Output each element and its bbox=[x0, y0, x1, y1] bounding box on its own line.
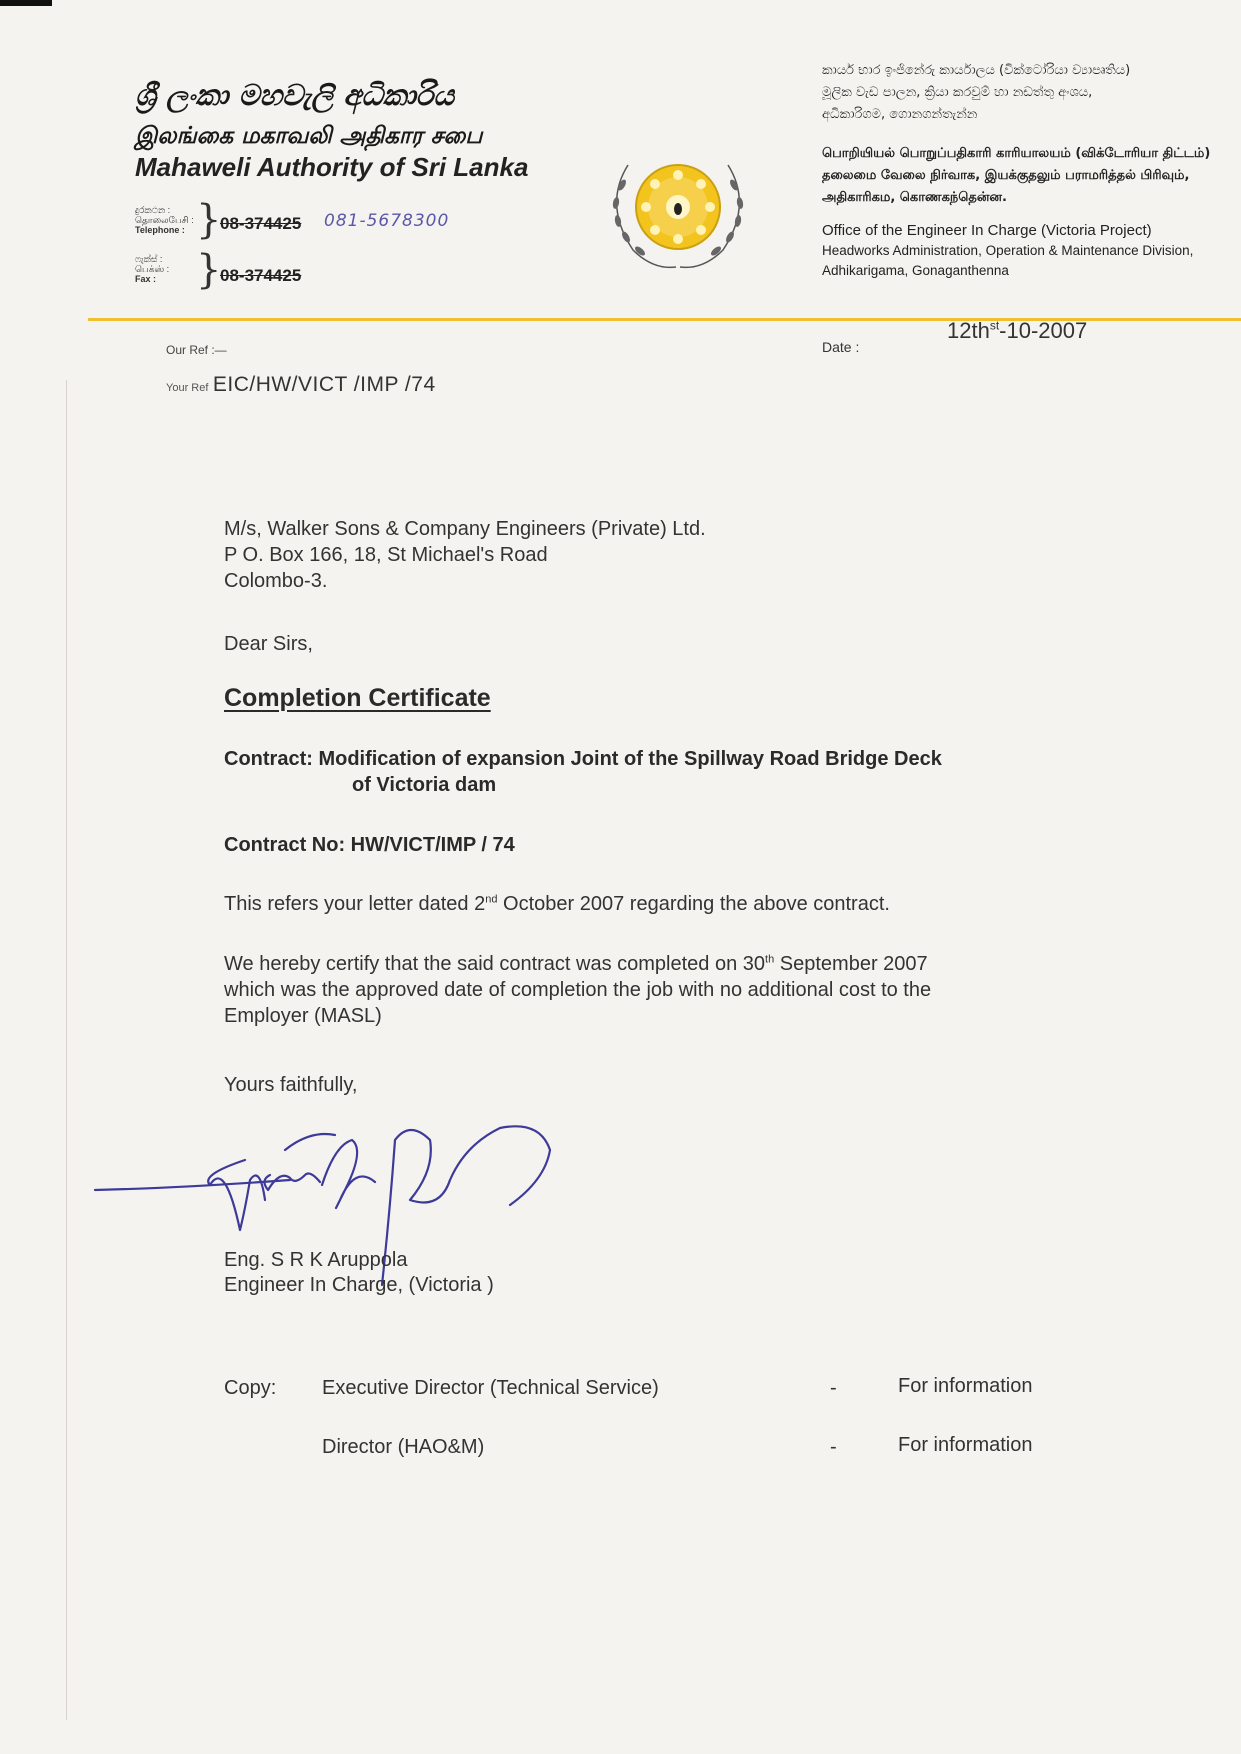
corner-mark bbox=[0, 0, 52, 6]
fax-brace: } bbox=[196, 247, 222, 293]
closing: Yours faithfully, bbox=[224, 1074, 358, 1096]
copy-label: Copy: bbox=[224, 1377, 277, 1399]
ref-value: EIC/HW/VICT /IMP /74 bbox=[212, 373, 436, 396]
paragraph-certification: We hereby certify that the said contract was completed on 30th September 2007 which was the approved date of completion the job with no additional cost to the Employer (MASL) bbox=[224, 953, 932, 1027]
recipient-address: M/s, Walker Sons & Company Engineers (Private) Ltd. P O. Box 166, 18, St Michael's Road Colombo-3. bbox=[224, 518, 706, 592]
org-name-sinhala: ශ්‍රී ලංකා මහවැලි අධිකාරිය bbox=[135, 78, 455, 112]
your-ref-label: Your Ref bbox=[166, 382, 209, 394]
date-value: $12th^{st}-10-2007$ bbox=[947, 318, 1088, 343]
org-name-english: Mahaweli Authority of Sri Lanka bbox=[135, 152, 529, 182]
signatory-name: Eng. S R K Aruppola bbox=[224, 1249, 408, 1271]
telephone-number: 08-374425 bbox=[220, 214, 302, 233]
telephone-brace: } bbox=[196, 197, 222, 243]
page-edge-line bbox=[66, 380, 67, 1720]
org-name-tamil: இலங்கை மகாவலி அதிகார சபை bbox=[135, 123, 483, 149]
your-ref bbox=[166, 373, 436, 397]
office-address-english: Office of the Engineer In Charge (Victoria Project) Headworks Administration, Operation & Maintenance Division, Adhikarigama, Gonaganthenna bbox=[822, 222, 1194, 278]
contract-title-line1: Contract: Modification of expansion Joint of the Spillway Road Bridge Deck bbox=[224, 748, 942, 770]
contract-title-line2: of Victoria dam bbox=[352, 774, 497, 796]
date-label: Date : bbox=[822, 339, 860, 355]
mahaweli-emblem-logo bbox=[598, 145, 758, 280]
telephone-handwritten: 081-5678300 bbox=[324, 211, 450, 231]
paragraph-reference: This refers your letter dated 2nd October 2007 regarding the above contract. bbox=[224, 893, 890, 915]
copy-recipient: Director (HAO&M) bbox=[322, 1436, 485, 1458]
office-address-sinhala: කාර්ය භාර ඉංජිනේරු කාර්යාලය (වික්ටෝරියා ව්‍යාපෘතිය) මූලික වැඩ පාලන, ක්‍රියා කරවුම් හා නඩත්තු අංශය, අධිකාරිගම, ගොනගන්තැන්න bbox=[822, 63, 1131, 122]
our-ref-label: Our Ref :— bbox=[166, 343, 227, 357]
fax-labels: ෆැක්ස් : பெக்ஸ் : Fax : bbox=[135, 254, 170, 284]
copy-recipient: Executive Director (Technical Service) bbox=[322, 1377, 659, 1399]
copy-note: For information bbox=[898, 1375, 1033, 1397]
copy-note: For information bbox=[898, 1434, 1033, 1456]
document-title: Completion Certificate bbox=[224, 684, 491, 712]
copy-dash: - bbox=[830, 1377, 837, 1399]
salutation: Dear Sirs, bbox=[224, 633, 313, 655]
telephone-labels: දුරකථන : தொலைபேசி : Telephone : bbox=[135, 205, 194, 235]
office-address-tamil: பொறியியல் பொறுப்பதிகாரி காரியாலயம் (விக்டோரியா திட்டம்) தலைமை வேலை நிர்வாக, இயக்குதலும் பராமரித்தல் பிரிவும், அதிகாரிகம, கொணகந்தென்ன. bbox=[822, 146, 1211, 205]
contract-number: Contract No: HW/VICT/IMP / 74 bbox=[224, 834, 515, 856]
signatory-title: Engineer In Charge, (Victoria ) bbox=[224, 1274, 494, 1296]
copy-dash: - bbox=[830, 1436, 837, 1458]
fax-number: 08-374425 bbox=[220, 266, 302, 285]
